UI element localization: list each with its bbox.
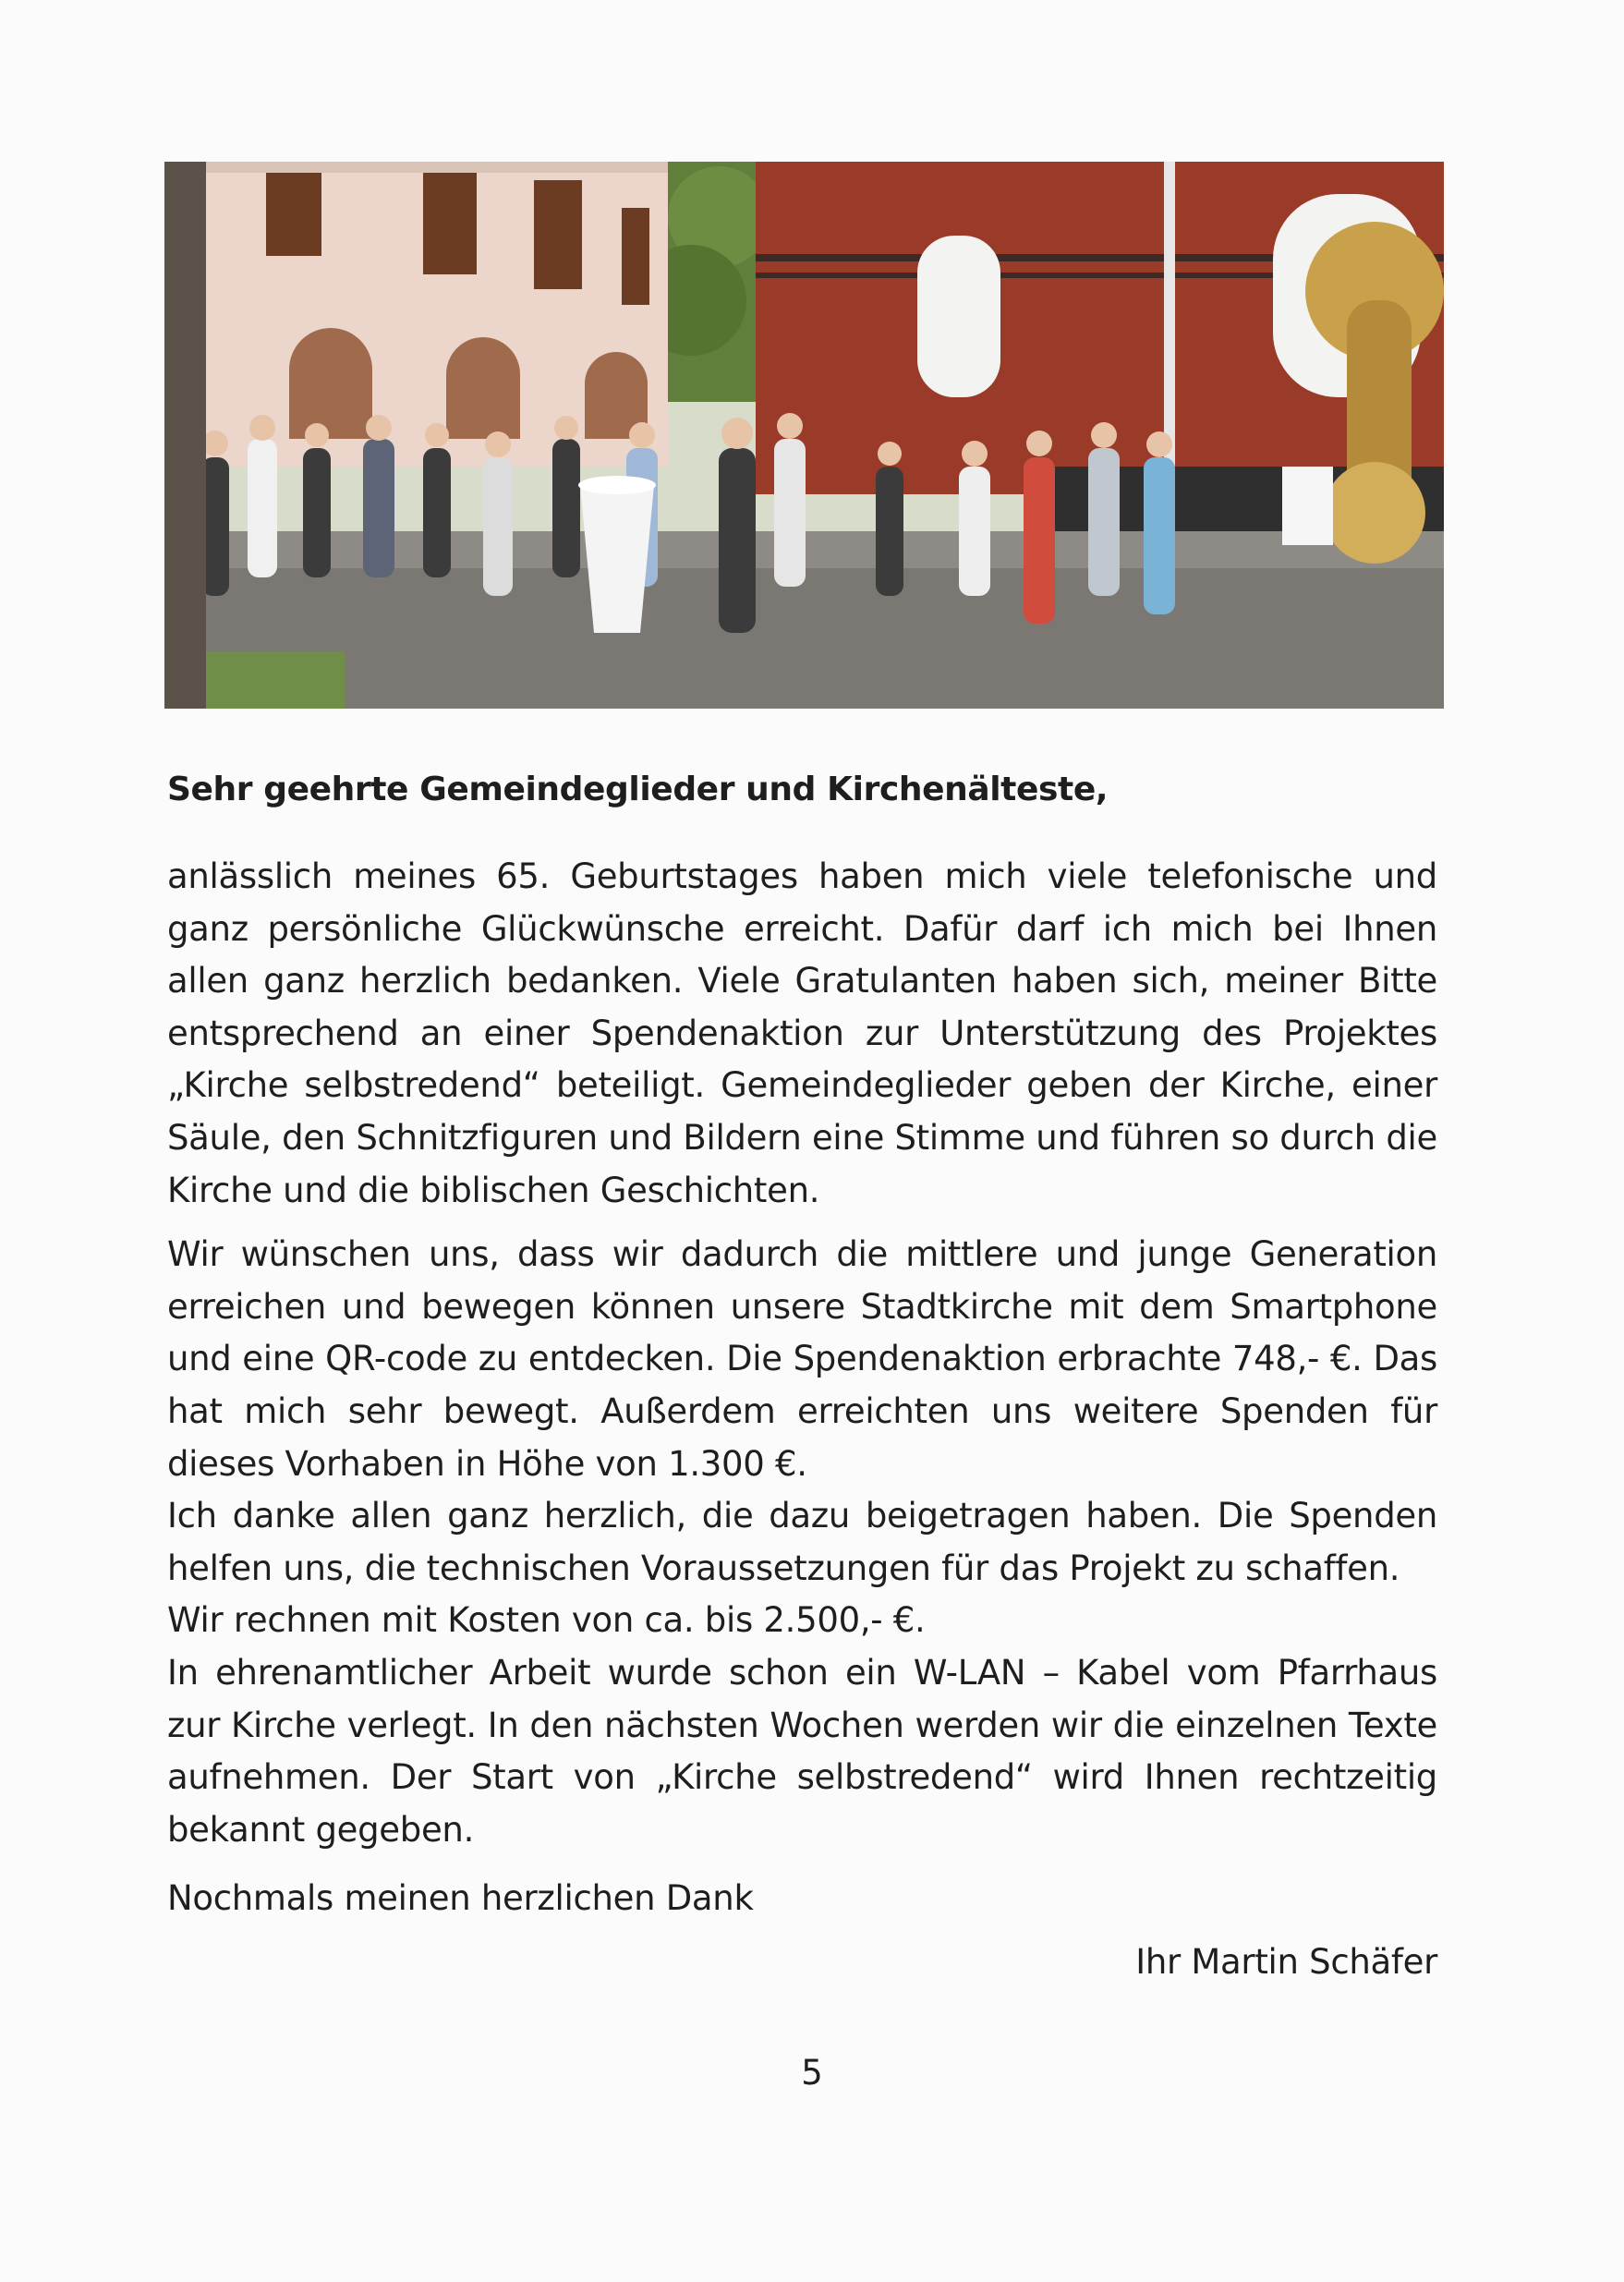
paragraph-generation: Wir wünschen uns, dass wir dadurch die mittlere und junge Generation erreichen und bewegen können unsere Stadtkirche mit dem Smartphone und eine QR-code zu entdecken. Die Spendenaktion erbrachte 748,- €. Das hat mich sehr bewegt. Außerdem erreichten uns weitere Spenden für dieses Vorhaben in Höhe von 1.300 €. [167,1234,1437,1484]
paragraph-thanks: anlässlich meines 65. Geburtstages haben mich viele telefonische und ganz persönliche Glückwünsche erreicht. Dafür darf ich mich bei Ihnen allen ganz herzlich bedanken. Viele Gratulanten haben sich, meiner Bitte entsprechend an einer Spendenaktion zur Unterstützung des Projektes „Kirche selbstredend“ beteiligt. Gemeindeglieder geben der Kirche, einer Säule, den Schnitzfiguren und Bildern eine Stimme und führen so durch die Kirche und die biblischen Geschichten. [167,856,1437,1210]
letter-body [167,851,1437,1925]
paragraph-closing: Nochmals meinen herzlichen Dank [167,1878,754,1919]
paragraph-costs: Wir rechnen mit Kosten von ca. bis 2.500,- €. [167,1600,926,1641]
church-courtyard-photo [164,162,1444,709]
paragraph-wlan: In ehrenamtlicher Arbeit wurde schon ein W-LAN – Kabel vom Pfarrhaus zur Kirche verlegt. In den nächsten Wochen werden wir die einzelnen Texte aufnehmen. Der Start von „Kirche selbstredend“ wird Ihnen rechtzeitig bekannt gegeben. [167,1652,1437,1850]
photo-illustration [164,162,1444,709]
page-number: 5 [801,2053,823,2093]
letter-salutation: Sehr geehrte Gemeindeglieder und Kirchenälteste, [167,771,1109,808]
signature: Ihr Martin Schäfer [1135,1942,1437,1982]
paragraph-donations: Ich danke allen ganz herzlich, die dazu beigetragen haben. Die Spenden helfen uns, die technischen Voraussetzungen für das Projekt zu schaffen. [167,1496,1437,1588]
